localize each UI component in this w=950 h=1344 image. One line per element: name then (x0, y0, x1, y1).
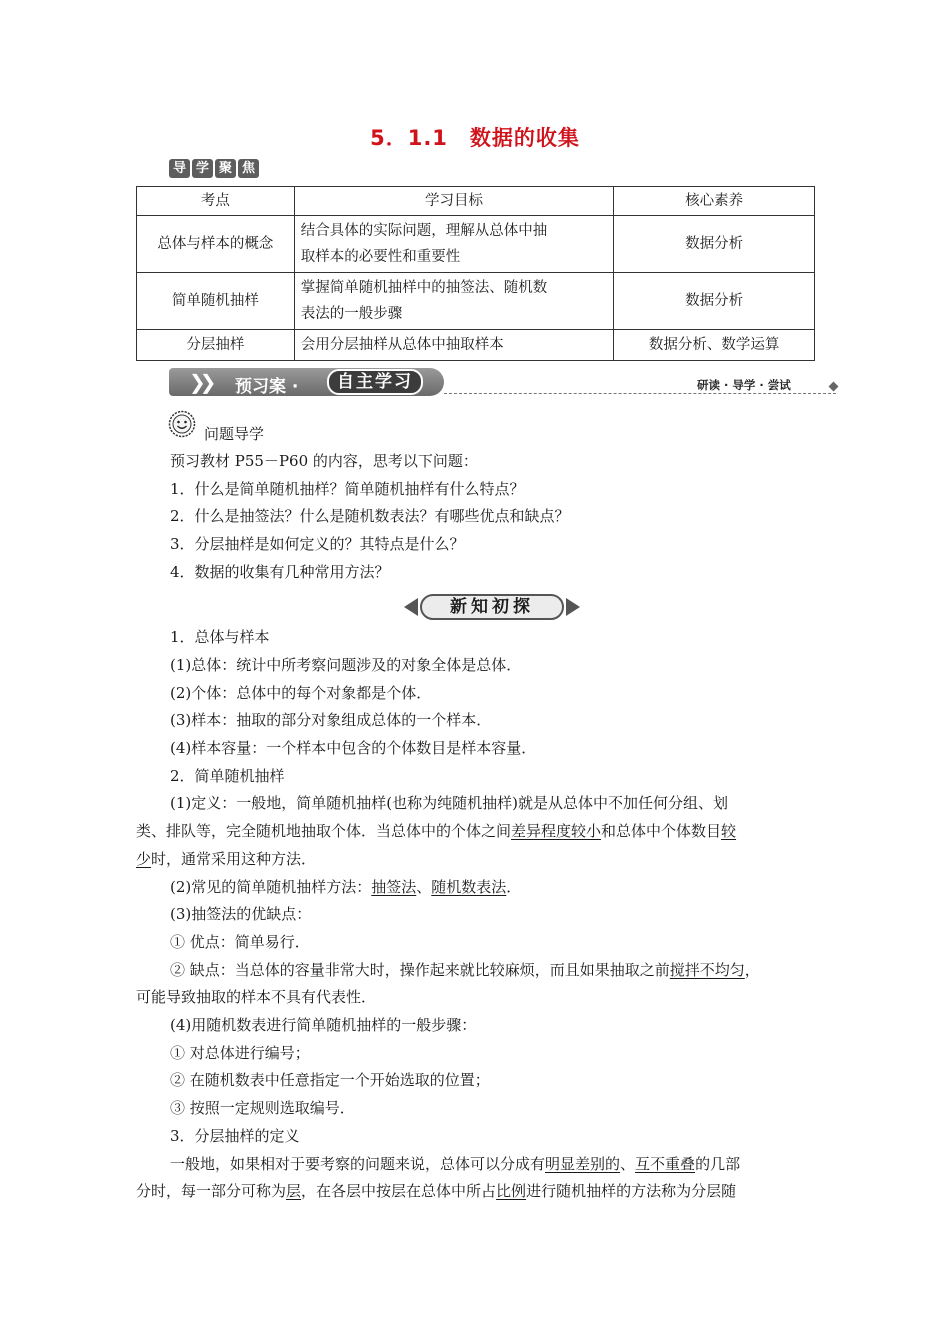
guide-heading: 问题导学 (204, 425, 265, 443)
goal-line: 掌握简单随机抽样中的抽签法、随机数 (300, 280, 548, 296)
header-goal: 学习目标 (294, 187, 614, 216)
underlined-term: 明显差别的 (545, 1155, 621, 1173)
text: 、 (620, 1155, 636, 1173)
body-line: (3)抽签法的优缺点： (170, 905, 312, 923)
underlined-term: 较 (721, 822, 737, 840)
header-core: 核心素养 (614, 187, 815, 216)
badge-char: 学 (192, 159, 213, 178)
diamond-icon (829, 382, 839, 392)
body-line (136, 1178, 816, 1206)
text: ② 缺点：当总体的容量非常大时，操作起来就比较麻烦，而且如果抽取之前 (170, 961, 670, 979)
cell-topic: 简单随机抽样 (137, 273, 295, 330)
cell-core: 数据分析、数学运算 (614, 330, 815, 361)
banner-right-label: 研读 · 导学 · 尝试 (697, 378, 791, 392)
underlined-term: 少 (136, 850, 152, 868)
banner-box-label: 自主学习 (327, 369, 423, 395)
goal-line: 结合具体的实际问题，理解从总体中抽 (300, 223, 548, 239)
underlined-term: 互不重叠 (635, 1155, 696, 1173)
underlined-term: 比例 (496, 1182, 527, 1200)
underlined-term: 差异程度较小 (511, 822, 602, 840)
section-badge (169, 159, 259, 178)
badge-char: 焦 (238, 159, 259, 178)
text: 类、排队等，完全随机地抽取个体．当总体中的个体之间 (136, 822, 512, 840)
body-line: (1)定义：一般地，简单随机抽样(也称为纯随机抽样)就是从总体中不加任何分组、划 (170, 794, 728, 812)
text: 时，通常采用这种方法． (151, 850, 317, 868)
smiley-icon (168, 410, 196, 438)
section-pill-label: 新知初探 (420, 594, 564, 620)
body-line: ② 在随机数表中任意指定一个开始选取的位置； (170, 1071, 490, 1089)
table-row (137, 273, 815, 330)
body-line: (4)样本容量：一个样本中包含的个体数目是样本容量． (170, 739, 537, 757)
banner-label: 预习案 · (235, 377, 299, 397)
body-line: 可能导致抽取的样本不具有代表性． (136, 988, 377, 1006)
body-line (136, 818, 816, 846)
body-line: (4)用随机数表进行简单随机抽样的一般步骤： (170, 1016, 477, 1034)
cell-topic: 总体与样本的概念 (137, 216, 295, 273)
body-line: ① 优点：简单易行． (170, 933, 310, 951)
text: 一般地，如果相对于要考察的问题来说，总体可以分成有 (170, 1155, 546, 1173)
preview-banner (169, 366, 841, 398)
underlined-term: 抽签法 (371, 878, 417, 896)
cell-goal (294, 273, 614, 330)
body-line (136, 846, 816, 874)
guide-question: 1．什么是简单随机抽样？简单随机抽样有什么特点？ (170, 480, 525, 498)
section-heading: 1．总体与样本 (170, 628, 270, 646)
text: 的几部 (695, 1155, 741, 1173)
header-topic: 考点 (137, 187, 295, 216)
banner-divider (444, 393, 836, 394)
goal-line: 表法的一般步骤 (300, 306, 403, 322)
guide-intro: 预习教材 P55－P60 的内容，思考以下问题： (170, 452, 478, 470)
section-heading: 2．简单随机抽样 (170, 767, 285, 785)
badge-char: 聚 (215, 159, 236, 178)
cell-goal (294, 216, 614, 273)
table-header-row (137, 187, 815, 216)
table-row (137, 216, 815, 273)
underlined-term: 层 (286, 1182, 302, 1200)
body-line (170, 1151, 816, 1179)
body-line: (1)总体：统计中所考察问题涉及的对象全体是总体． (170, 656, 522, 674)
double-chevron-icon: ❯❯ (189, 370, 211, 394)
body-line: ③ 按照一定规则选取编号． (170, 1099, 355, 1117)
body-line (170, 874, 816, 902)
section-heading: 3．分层抽样的定义 (170, 1127, 300, 1145)
guide-question: 2．什么是抽签法？什么是随机数表法？有哪些优点和缺点？ (170, 507, 570, 525)
cell-topic: 分层抽样 (137, 330, 295, 361)
text: 、 (416, 878, 432, 896)
cell-goal: 会用分层抽样从总体中抽取样本 (294, 330, 614, 361)
body-line: (2)个体：总体中的每个对象都是个体． (170, 684, 432, 702)
underlined-term: 搅拌不均匀 (669, 961, 745, 979)
badge-char: 导 (169, 159, 190, 178)
goal-line: 取样本的必要性和重要性 (300, 249, 461, 265)
text: ． (506, 878, 522, 896)
body-line: ① 对总体进行编号； (170, 1044, 310, 1062)
cell-core: 数据分析 (614, 216, 815, 273)
table-row (137, 330, 815, 361)
text: (2)常见的简单随机抽样方法： (170, 878, 372, 896)
cell-core: 数据分析 (614, 273, 815, 330)
text: ， (744, 961, 760, 979)
text: 和总体中个体数目 (601, 822, 722, 840)
page-title: 5．1.1 数据的收集 (370, 126, 580, 150)
text: 进行随机抽样的方法称为分层随 (526, 1182, 737, 1200)
text: 分时，每一部分可称为 (136, 1182, 287, 1200)
guide-question: 3．分层抽样是如何定义的？其特点是什么？ (170, 535, 465, 553)
left-arrow-icon (404, 598, 418, 616)
body-line (170, 957, 816, 985)
text: ，在各层中按层在总体中所占 (301, 1182, 497, 1200)
right-arrow-icon (566, 598, 580, 616)
underlined-term: 随机数表法 (431, 878, 507, 896)
learning-goals-table (136, 186, 815, 361)
section-pill (404, 592, 580, 622)
guide-question: 4．数据的收集有几种常用方法？ (170, 563, 390, 581)
body-line: (3)样本：抽取的部分对象组成总体的一个样本． (170, 711, 492, 729)
